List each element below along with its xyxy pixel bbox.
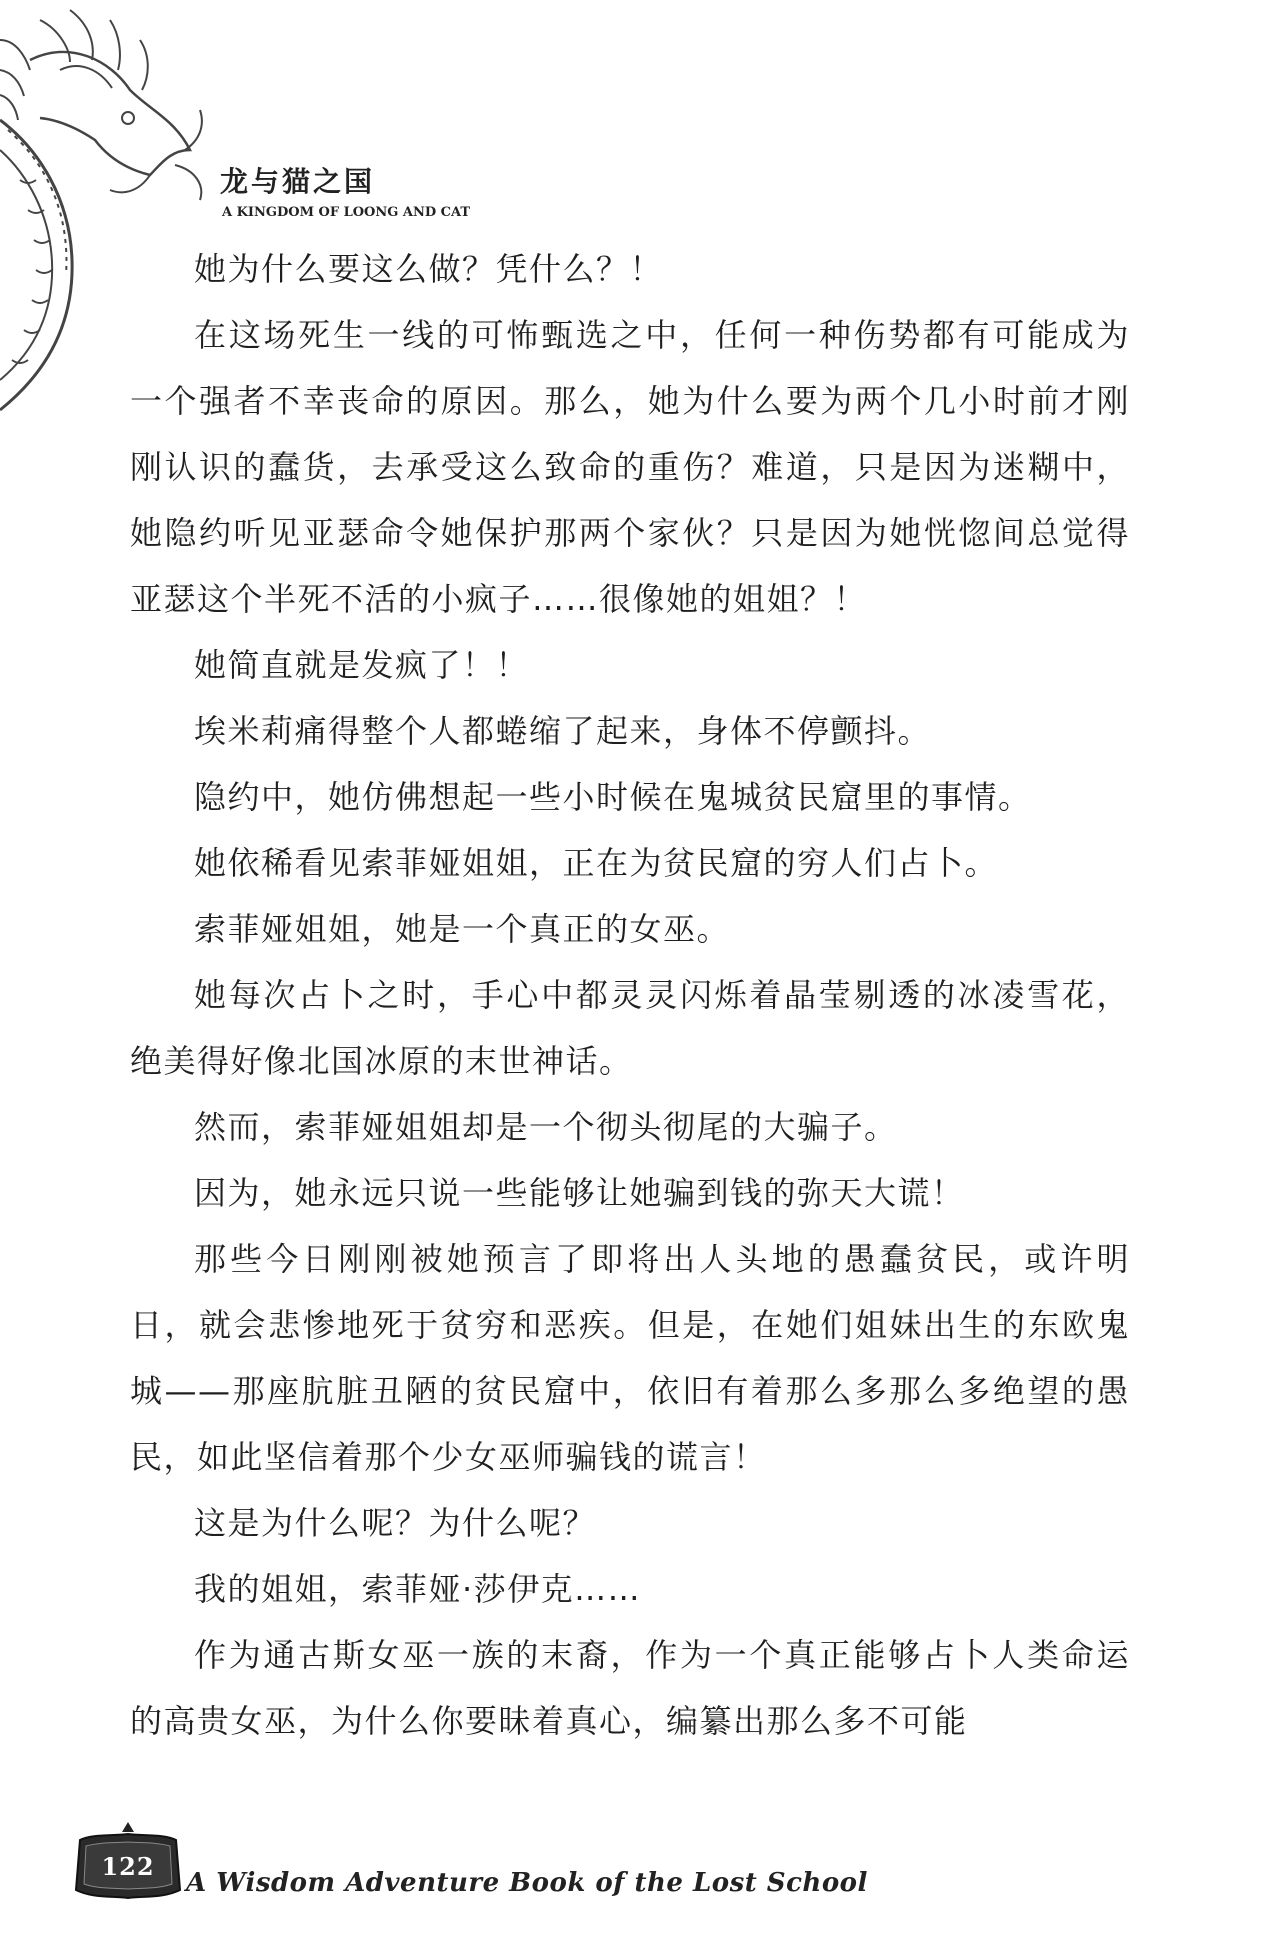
book-subtitle: A KINGDOM OF LOONG AND CAT <box>222 205 471 220</box>
paragraph: 她每次占卜之时，手心中都灵灵闪烁着晶莹剔透的冰凌雪花，绝美得好像北国冰原的末世神话。 <box>130 976 1130 1080</box>
paragraph: 这是为什么呢？为什么呢？ <box>194 1504 597 1542</box>
paragraph: 那些今日刚刚被她预言了即将出人头地的愚蠢贫民，或许明日，就会悲惨地死于贫穷和恶疾。但是，在她们姐妹出生的东欧鬼城——那座肮脏丑陋的贫民窟中，依旧有着那么多那么多绝望的愚民，如此坚信着那个少女巫师骗钱的谎言！ <box>130 1240 1130 1476</box>
page-body <box>130 236 1130 1754</box>
paragraph: 她简直就是发疯了！！ <box>194 646 530 684</box>
paragraph: 索菲娅姐姐，她是一个真正的女巫。 <box>194 910 731 948</box>
paragraph: 在这场死生一线的可怖甄选之中，任何一种伤势都有可能成为一个强者不幸丧命的原因。那么，她为什么要为两个几小时前才刚刚认识的蠢货，去承受这么致命的重伤？难道，只是因为迷糊中，她隐约听见亚瑟命令她保护那两个家伙？只是因为她恍惚间总觉得亚瑟这个半死不活的小疯子……很像她的姐姐？！ <box>130 316 1130 618</box>
book-title: 龙与猫之国 <box>220 165 376 198</box>
paragraph: 隐约中，她仿佛想起一些小时候在鬼城贫民窟里的事情。 <box>194 778 1032 816</box>
paragraph: 我的姐姐，索菲娅·莎伊克…… <box>194 1570 642 1608</box>
page-number: 122 <box>101 1852 155 1881</box>
paragraph: 然而，索菲娅姐姐却是一个彻头彻尾的大骗子。 <box>194 1108 898 1146</box>
paragraph: 埃米莉痛得整个人都蜷缩了起来，身体不停颤抖。 <box>194 712 932 750</box>
paragraph: 她依稀看见索菲娅姐姐，正在为贫民窟的穷人们占卜。 <box>194 844 999 882</box>
paragraph: 因为，她永远只说一些能够让她骗到钱的弥天大谎！ <box>194 1174 965 1212</box>
paragraph: 作为通古斯女巫一族的末裔，作为一个真正能够占卜人类命运的高贵女巫，为什么你要昧着真心，编纂出那么多不可能 <box>130 1636 1130 1740</box>
paragraph: 她为什么要这么做？凭什么？！ <box>194 250 664 288</box>
series-title: A Wisdom Adventure Book of the Lost School <box>186 1868 868 1898</box>
